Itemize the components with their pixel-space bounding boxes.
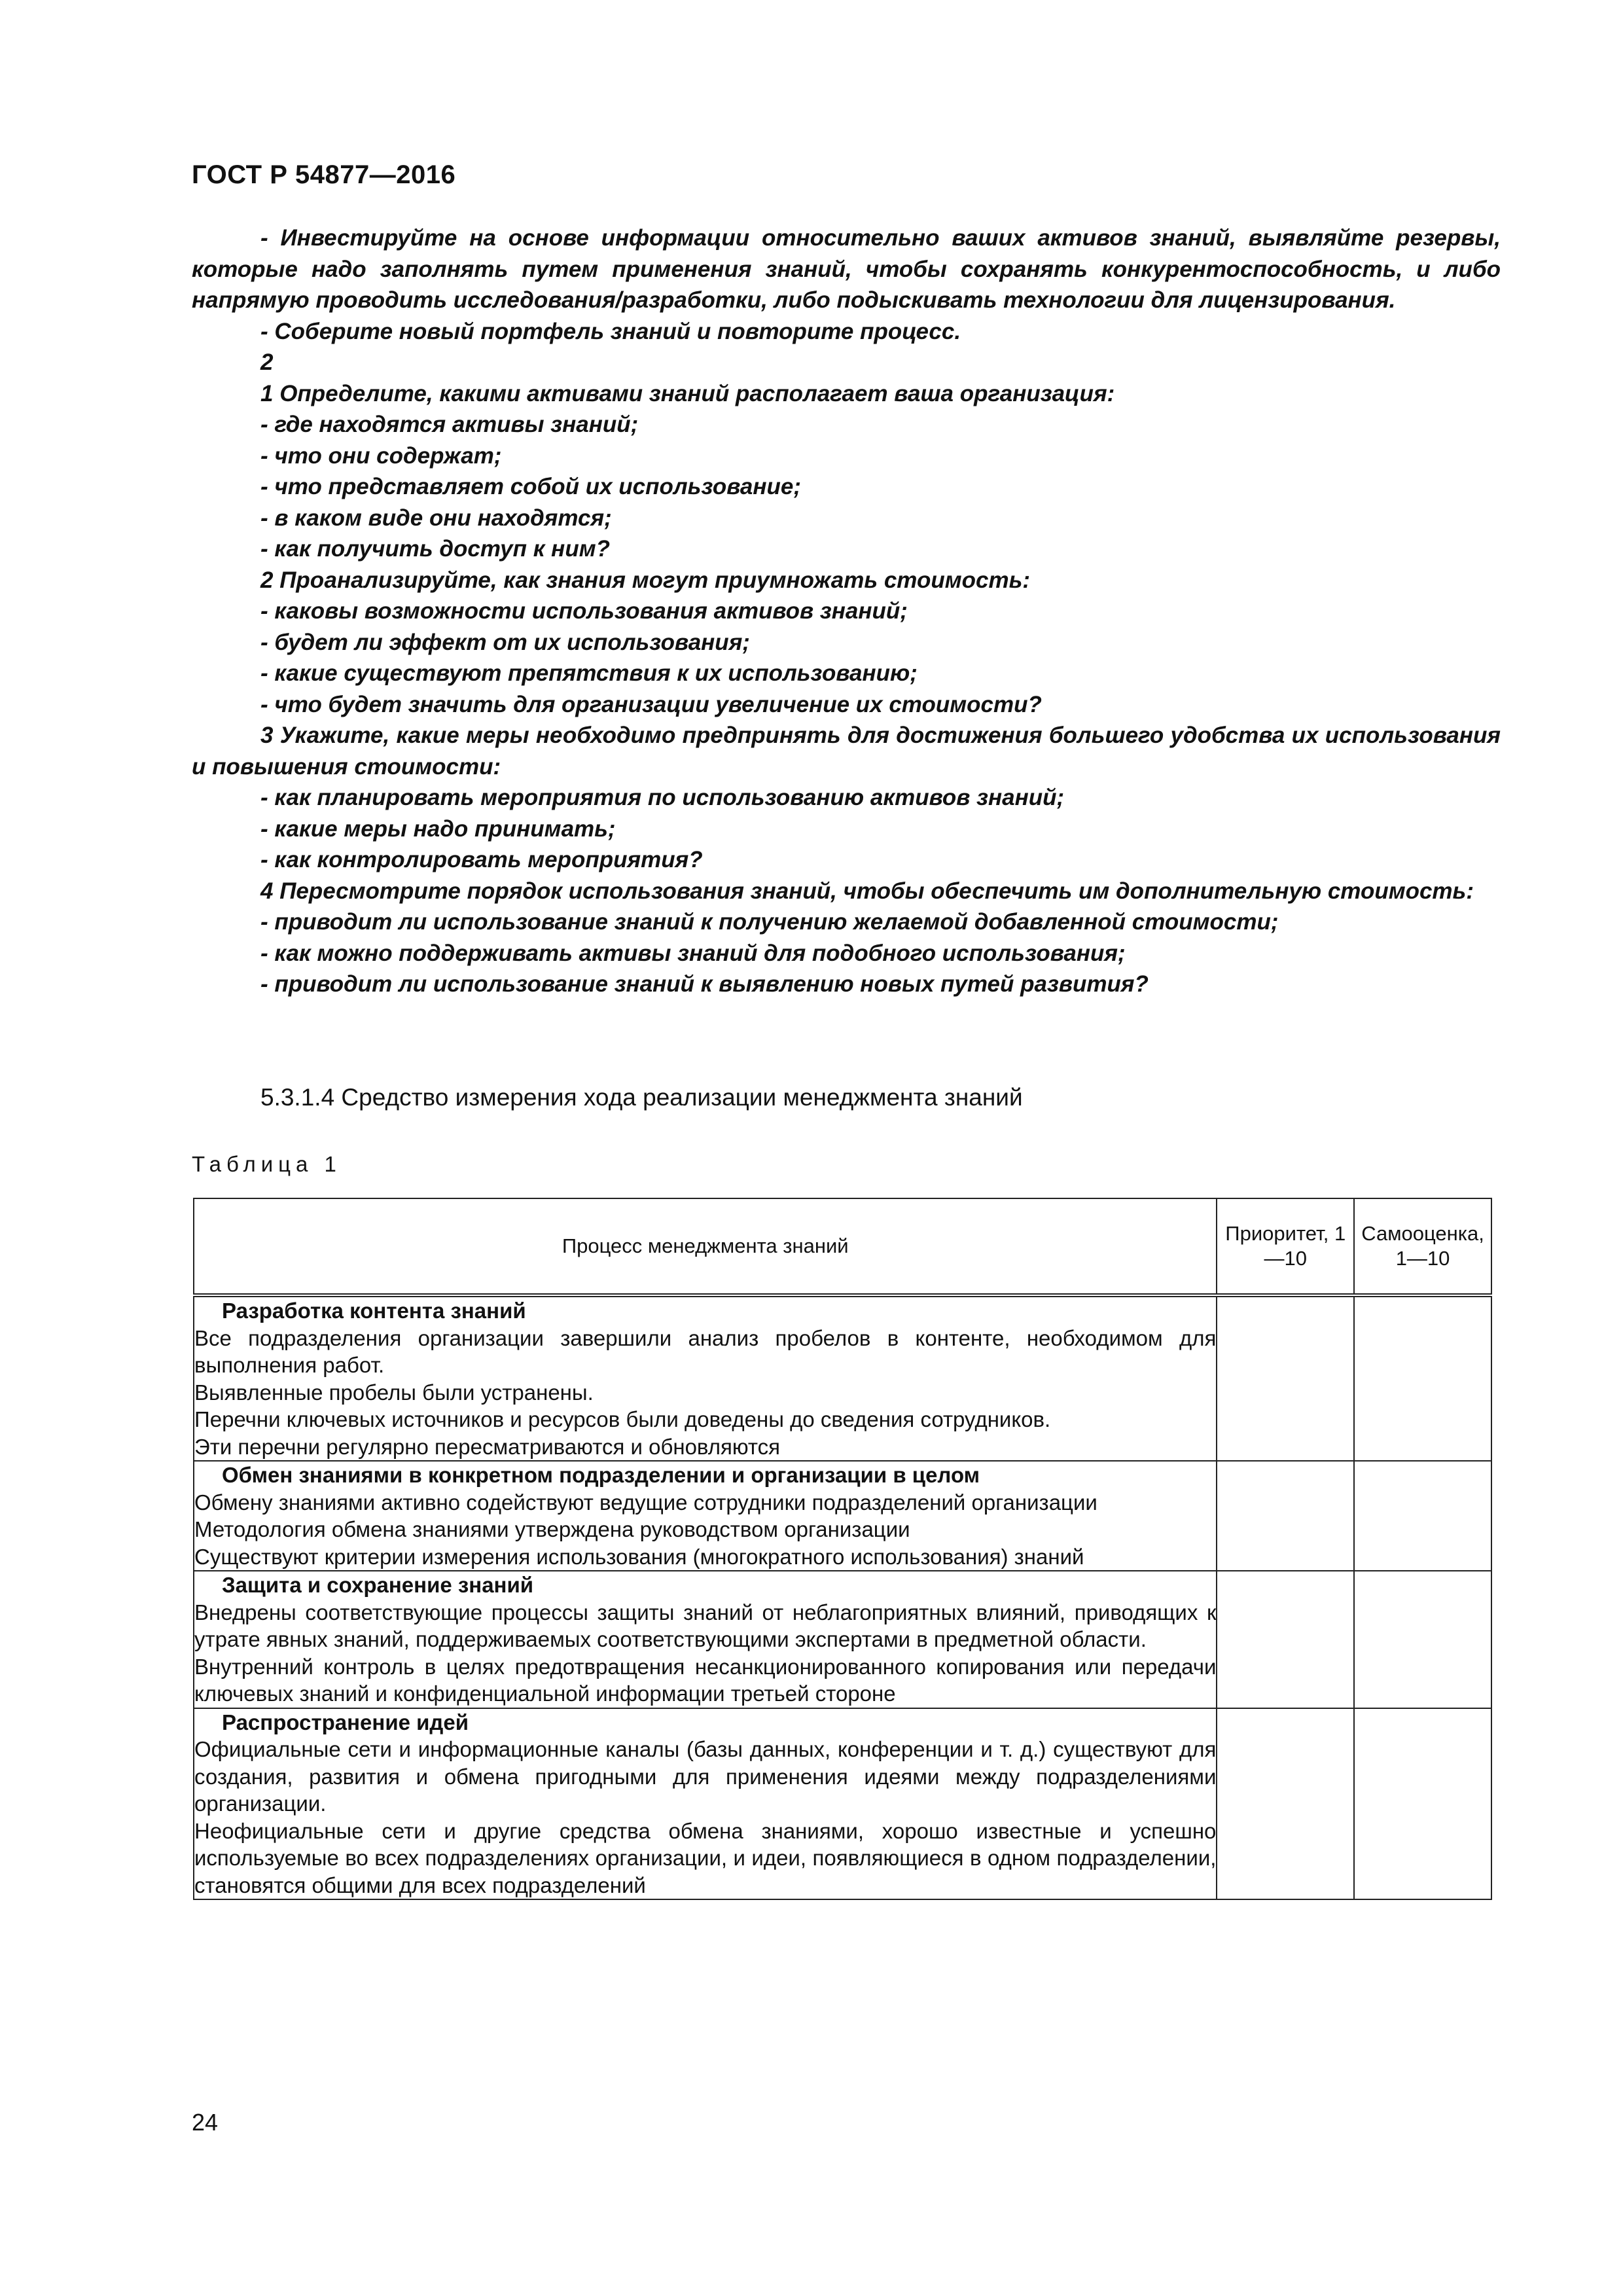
body-paragraph: 1 Определите, какими активами знаний располагает ваша организация: (260, 380, 1115, 406)
process-cell (194, 1571, 1217, 1708)
table-row (194, 1708, 1491, 1900)
process-criterion: Внедрены соответствующие процессы защиты знаний от неблагоприятных влияний, приводящих к утрате явных знаний, поддерживаемых соответствующими экспертами в предметной области. (194, 1600, 1217, 1651)
process-criterion: Методология обмена знаниями утверждена руководством организации (194, 1517, 910, 1541)
body-paragraph: - что они содержат; (260, 442, 502, 469)
body-paragraph: - в каком виде они находятся; (260, 505, 612, 531)
body-paragraph: - приводит ли использование знаний к выявлению новых путей развития? (260, 971, 1149, 997)
process-title: Распространение идей (222, 1710, 469, 1734)
subsection-heading: 5.3.1.4 Средство измерения хода реализации менеджмента знаний (260, 1084, 1023, 1111)
header-process: Процесс менеджмента знаний (194, 1198, 1217, 1295)
process-criterion: Перечни ключевых источников и ресурсов были доведены до сведения сотрудников. (194, 1407, 1051, 1431)
priority-cell[interactable] (1217, 1461, 1354, 1571)
process-title: Разработка контента знаний (222, 1299, 526, 1323)
body-paragraph: 3 Укажите, какие меры необходимо предпринять для достижения большего удобства их использования и повышения стоимости: (192, 723, 1501, 780)
process-criterion: Существуют критерии измерения использования (многократного использования) знаний (194, 1544, 1084, 1569)
table-caption: Таблица 1 (192, 1152, 342, 1176)
process-criterion: Неофициальные сети и другие средства обмена знаниями, хорошо известные и успешно используемые во всех подразделениях организации, и идеи, появляющиеся в одном подразделении, становятся общими для всех подразделений (194, 1818, 1217, 1897)
body-paragraph: - как получить доступ к ним? (260, 536, 610, 562)
process-criterion: Официальные сети и информационные каналы (базы данных, конференции и т. д.) существуют для создания, развития и обмена пригодными для применения идеями между подразделениями организации. (194, 1737, 1217, 1816)
header-self-assessment: Самооценка, 1—10 (1354, 1198, 1491, 1295)
body-paragraph: - каковы возможности использования активов знаний; (260, 598, 908, 624)
body-paragraph: - какие меры надо принимать; (260, 816, 616, 842)
table-row (194, 1461, 1491, 1571)
priority-cell[interactable] (1217, 1708, 1354, 1900)
process-criterion: Эти перечни регулярно пересматриваются и обновляются (194, 1434, 780, 1459)
body-paragraph: - как можно поддерживать активы знаний для подобного использования; (260, 940, 1126, 966)
body-paragraph: - приводит ли использование знаний к получению желаемой добавленной стоимости; (260, 909, 1279, 935)
body-paragraph: - какие существуют препятствия к их использованию; (260, 660, 918, 686)
body-paragraph: - Инвестируйте на основе информации относительно ваших активов знаний, выявляйте резервы, которые надо заполнять путем применения знаний, чтобы сохранять конкурентоспособность, и либо напрямую проводить исследования/разработки, либо подыскивать технологии для лицензирования. (192, 225, 1501, 313)
process-title: Обмен знаниями в конкретном подразделении и организации в целом (222, 1463, 980, 1487)
body-paragraph: - что будет значить для организации увеличение их стоимости? (260, 691, 1042, 717)
process-criterion: Внутренний контроль в целях предотвращения несанкционированного копирования или передачи ключевых знаний и конфиденциальной информации третьей стороне (194, 1654, 1217, 1706)
self-assessment-cell[interactable] (1354, 1295, 1491, 1461)
table-row (194, 1295, 1491, 1461)
process-criterion: Все подразделения организации завершили анализ пробелов в контенте, необходимом для выполнения работ. (194, 1325, 1217, 1377)
body-paragraph: - как планировать мероприятия по использованию активов знаний; (260, 785, 1065, 810)
body-paragraph: - как контролировать мероприятия? (260, 847, 703, 872)
process-cell (194, 1295, 1217, 1461)
body-paragraph: - что представляет собой их использование; (260, 474, 802, 499)
self-assessment-cell[interactable] (1354, 1461, 1491, 1571)
process-criterion: Выявленные пробелы были устранены. (194, 1380, 594, 1405)
document-code: ГОСТ Р 54877—2016 (192, 160, 456, 189)
process-cell (194, 1461, 1217, 1571)
self-assessment-cell[interactable] (1354, 1708, 1491, 1900)
body-paragraph: - где находятся активы знаний; (260, 412, 639, 437)
table-row (194, 1571, 1491, 1708)
process-cell (194, 1708, 1217, 1900)
self-assessment-cell[interactable] (1354, 1571, 1491, 1708)
priority-cell[interactable] (1217, 1295, 1354, 1461)
page-number: 24 (192, 2109, 219, 2136)
process-criterion: Обмену знаниями активно содействуют ведущие сотрудники подразделений организации (194, 1490, 1097, 1515)
assessment-table (193, 1198, 1492, 1900)
body-paragraph: 4 Пересмотрите порядок использования знаний, чтобы обеспечить им дополнительную стоимость: (260, 878, 1474, 904)
table-header-row (194, 1198, 1491, 1295)
body-paragraph: 2 (260, 350, 274, 375)
body-text (192, 223, 1501, 1000)
process-title: Защита и сохранение знаний (222, 1573, 534, 1597)
body-paragraph: 2 Проанализируйте, как знания могут приумножать стоимость: (260, 567, 1031, 593)
priority-cell[interactable] (1217, 1571, 1354, 1708)
body-paragraph: - будет ли эффект от их использования; (260, 629, 750, 655)
body-paragraph: - Соберите новый портфель знаний и повторите процесс. (260, 318, 961, 344)
header-priority: Приоритет, 1—10 (1217, 1198, 1354, 1295)
